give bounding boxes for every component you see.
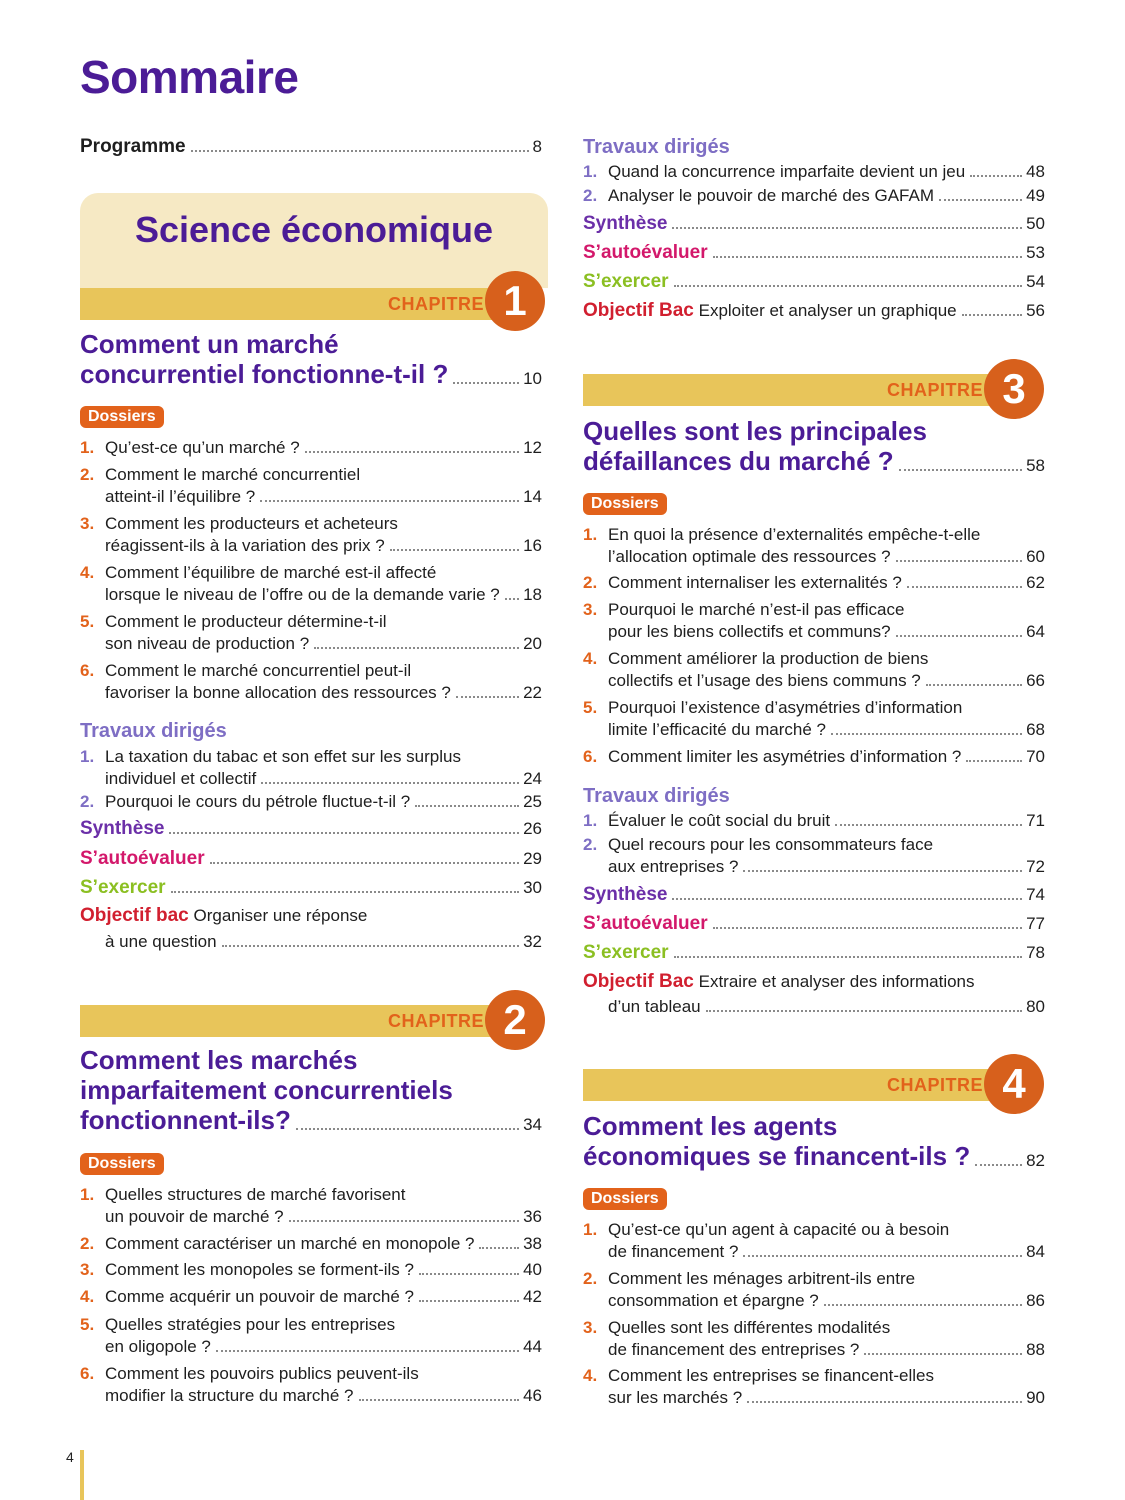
item-text: Comment améliorer la production de biens (608, 649, 929, 668)
page-number: 34 (523, 1115, 542, 1134)
td-heading: Travaux dirigés (583, 136, 730, 158)
item-number: 3. (80, 514, 95, 533)
item-number: 4. (583, 1366, 598, 1385)
autoevaluer-entry[interactable] (80, 848, 542, 869)
item-number: 2. (583, 1269, 598, 1288)
dot-leader (743, 870, 1022, 872)
page-number: 49 (1026, 186, 1045, 205)
autoevaluer-label: S’autoévaluer (583, 242, 708, 263)
page-number: 25 (523, 792, 542, 811)
toc-entry[interactable] (80, 1259, 542, 1280)
item-text: Comment caractériser un marché en monopole ? (105, 1234, 475, 1253)
page-number: 66 (1026, 671, 1045, 690)
chapter-title-line: défaillances du marché ? (583, 446, 894, 476)
item-text: l’allocation optimale des ressources ? (608, 547, 891, 566)
page-number: 60 (1026, 547, 1045, 566)
page-title: Sommaire (80, 51, 299, 103)
toc-entry[interactable] (80, 1336, 542, 1357)
item-number: 4. (80, 1287, 95, 1306)
item-text: réagissent-ils à la variation des prix ? (105, 536, 385, 555)
item-text: Qu’est-ce qu’un agent à capacité ou à besoin (608, 1220, 950, 1239)
dot-leader (966, 760, 1022, 762)
item-text: lorsque le niveau de l’offre ou de la demande varie ? (105, 585, 500, 604)
page-number: 42 (523, 1287, 542, 1306)
dot-leader (419, 1300, 519, 1302)
toc-entry[interactable] (583, 996, 1045, 1017)
autoevaluer-entry[interactable] (583, 913, 1045, 934)
page-number: 26 (523, 819, 542, 838)
item-text: Quel recours pour les consommateurs face (608, 835, 934, 854)
chapter-label: CHAPITRE (388, 294, 485, 314)
objectif-text: Extraire et analyser des informations (698, 972, 975, 991)
item-text: collectifs et l’usage des biens communs ? (608, 671, 921, 690)
item-number: 2. (583, 186, 598, 205)
toc-entry[interactable] (583, 185, 1045, 206)
exercer-entry[interactable] (583, 271, 1045, 292)
item-text: Qu’est-ce qu’un marché ? (105, 438, 300, 457)
exercer-label: S’exercer (80, 877, 166, 898)
page-number: 82 (1026, 1151, 1045, 1170)
dot-leader (831, 733, 1022, 735)
objectif-bac-heading (80, 905, 367, 927)
page-number: 20 (523, 634, 542, 653)
item-text: Comment les entreprises se financent-elles (608, 1366, 934, 1385)
page-number: 12 (523, 438, 542, 457)
objectif-text: Exploiter et analyser un graphique (698, 301, 957, 320)
dot-leader (864, 1353, 1022, 1355)
exercer-entry[interactable] (583, 942, 1045, 963)
dot-leader (305, 451, 519, 453)
chapter-title-entry[interactable] (80, 1105, 542, 1135)
page-number: 58 (1026, 456, 1045, 475)
toc-entry[interactable] (583, 1290, 1045, 1311)
toc-entry[interactable] (583, 1387, 1045, 1408)
item-number: 5. (80, 612, 95, 631)
item-text: Comment limiter les asymétries d’information ? (608, 747, 962, 766)
item-number: 1. (80, 747, 95, 766)
toc-entry[interactable] (80, 768, 542, 789)
item-text: Comme acquérir un pouvoir de marché ? (105, 1287, 414, 1306)
dot-leader (835, 824, 1022, 826)
page-number: 29 (523, 849, 542, 868)
dot-leader (216, 1350, 519, 1352)
item-number: 3. (583, 1318, 598, 1337)
chapter-title: Comment les agents (583, 1111, 838, 1141)
item-number: 2. (80, 792, 95, 811)
page-number: 22 (523, 683, 542, 702)
dot-leader (747, 1401, 1022, 1403)
programme-label: Programme (80, 136, 186, 157)
page-number: 48 (1026, 162, 1045, 181)
dossiers-badge: Dossiers (80, 406, 164, 428)
item-text: consommation et épargne ? (608, 1291, 819, 1310)
dot-leader (975, 1164, 1022, 1166)
chapter-number-badge: 3 (984, 359, 1044, 419)
dot-leader (314, 647, 519, 649)
programme-entry[interactable] (80, 136, 542, 157)
toc-entry[interactable] (80, 1385, 542, 1406)
page-number: 72 (1026, 857, 1045, 876)
item-text: de financement des entreprises ? (608, 1340, 860, 1359)
page-number: 64 (1026, 622, 1045, 641)
chapter-title: Comment un marché (80, 329, 339, 359)
dot-leader (453, 382, 519, 384)
dot-leader (296, 1128, 519, 1130)
page-number: 40 (523, 1260, 542, 1279)
dot-leader (713, 927, 1022, 929)
td-heading: Travaux dirigés (583, 785, 730, 807)
item-number: 3. (80, 1260, 95, 1279)
item-number: 6. (583, 747, 598, 766)
page-number: 16 (523, 536, 542, 555)
page-number: 8 (532, 137, 542, 156)
page-number: 90 (1026, 1388, 1045, 1407)
item-number: 6. (80, 661, 95, 680)
objectif-text: Organiser une réponse (193, 906, 368, 925)
dot-leader (896, 560, 1023, 562)
toc-entry[interactable] (80, 1206, 542, 1227)
item-text: Comment les pouvoirs publics peuvent-ils (105, 1364, 419, 1383)
page-number: 77 (1026, 914, 1045, 933)
autoevaluer-label: S’autoévaluer (80, 848, 205, 869)
item-text: d’un tableau (608, 997, 701, 1016)
dot-leader (706, 1010, 1022, 1012)
item-text: individuel et collectif (105, 769, 257, 788)
item-text: Analyser le pouvoir de marché des GAFAM (608, 186, 934, 205)
toc-entry[interactable] (583, 621, 1045, 642)
item-text: à une question (105, 932, 217, 951)
item-text: pour les biens collectifs et communs? (608, 622, 891, 641)
page-number: 38 (523, 1234, 542, 1253)
item-number: 5. (80, 1315, 95, 1334)
dot-leader (743, 1255, 1022, 1257)
item-text: Comment le marché concurrentiel peut-il (105, 661, 412, 680)
chapter-title: Quelles sont les principales (583, 416, 927, 446)
chapter-title-entry[interactable] (80, 359, 542, 389)
td-heading: Travaux dirigés (80, 720, 227, 742)
item-text: Comment les producteurs et acheteurs (105, 514, 398, 533)
dot-leader (261, 782, 519, 784)
page-number-footer: 4 (66, 1449, 74, 1465)
dot-leader (390, 549, 519, 551)
item-text: Comment le producteur détermine-t-il (105, 612, 387, 631)
item-number: 2. (583, 835, 598, 854)
toc-entry[interactable] (583, 161, 1045, 182)
exercer-entry[interactable] (80, 877, 542, 898)
page-number: 80 (1026, 997, 1045, 1016)
item-number: 1. (583, 162, 598, 181)
synthese-entry[interactable] (583, 884, 1045, 905)
dossiers-badge: Dossiers (583, 1188, 667, 1210)
item-number: 1. (583, 811, 598, 830)
dot-leader (896, 635, 1023, 637)
chapter-label: CHAPITRE (887, 380, 984, 400)
item-text: en oligopole ? (105, 1337, 211, 1356)
dot-leader (171, 891, 520, 893)
item-text: Quelles structures de marché favorisent (105, 1185, 406, 1204)
item-number: 6. (80, 1364, 95, 1383)
toc-entry[interactable] (583, 856, 1045, 877)
objectif-heading (583, 300, 957, 321)
dot-leader (505, 598, 519, 600)
item-text: un pouvoir de marché ? (105, 1207, 284, 1226)
item-text: Quelles sont les différentes modalités (608, 1318, 891, 1337)
page-number: 50 (1026, 214, 1045, 233)
toc-entry[interactable] (583, 746, 1045, 767)
page-number: 56 (1026, 301, 1045, 320)
item-text: Pourquoi le cours du pétrole fluctue-t-il ? (105, 792, 411, 811)
dot-leader (939, 199, 1022, 201)
page-number: 36 (523, 1207, 542, 1226)
toc-entry[interactable] (583, 1241, 1045, 1262)
dot-leader (169, 832, 519, 834)
item-text: Évaluer le coût social du bruit (608, 811, 831, 830)
exercer-label: S’exercer (583, 942, 669, 963)
page-number: 10 (523, 369, 542, 388)
page-number: 24 (523, 769, 542, 788)
item-text: Comment internaliser les externalités ? (608, 573, 902, 592)
item-number: 2. (80, 1234, 95, 1253)
item-text: Comment le marché concurrentiel (105, 465, 361, 484)
dot-leader (674, 956, 1023, 958)
toc-entry[interactable] (80, 486, 542, 507)
toc-entry[interactable] (80, 535, 542, 556)
chapter-title-line: fonctionnent-ils? (80, 1105, 291, 1135)
dot-leader (479, 1247, 519, 1249)
page-number: 86 (1026, 1291, 1045, 1310)
dot-leader (907, 586, 1022, 588)
toc-entry[interactable] (80, 1233, 542, 1254)
item-number: 4. (80, 563, 95, 582)
chapter-title-entry[interactable] (583, 446, 1045, 476)
page-number: 44 (523, 1337, 542, 1356)
page-number: 71 (1026, 811, 1045, 830)
dot-leader (289, 1220, 519, 1222)
item-text: Quand la concurrence imparfaite devient un jeu (608, 162, 966, 181)
item-text: En quoi la présence d’externalités empêche-t-elle (608, 525, 981, 544)
item-text: La taxation du tabac et son effet sur les surplus (105, 747, 461, 766)
autoevaluer-label: S’autoévaluer (583, 913, 708, 934)
chapter-title-line: économiques se financent-ils ? (583, 1141, 971, 1171)
item-text: favoriser la bonne allocation des ressources ? (105, 683, 451, 702)
item-number: 2. (80, 465, 95, 484)
footer-rule (80, 1450, 84, 1500)
synthese-entry[interactable] (583, 213, 1045, 234)
dot-leader (926, 684, 1022, 686)
toc-entry[interactable] (80, 1286, 542, 1307)
toc-entry[interactable] (80, 437, 542, 458)
item-number: 1. (583, 1220, 598, 1239)
page-number: 68 (1026, 720, 1045, 739)
dot-leader (191, 150, 529, 152)
synthese-label: Synthèse (583, 213, 668, 234)
dossiers-badge: Dossiers (80, 1153, 164, 1175)
toc-entry[interactable] (583, 670, 1045, 691)
toc-entry[interactable] (80, 791, 542, 812)
synthese-label: Synthèse (80, 818, 165, 839)
section-title: Science économique (134, 209, 494, 250)
dot-leader (359, 1399, 520, 1401)
objectif-label: Objectif Bac (583, 300, 694, 321)
objectif-label: Objectif Bac (583, 971, 694, 992)
dot-leader (962, 314, 1022, 316)
toc-entry[interactable] (583, 572, 1045, 593)
chapter-label: CHAPITRE (388, 1011, 485, 1031)
item-text: limite l’efficacité du marché ? (608, 720, 826, 739)
item-text: Comment l’équilibre de marché est-il affecté (105, 563, 437, 582)
page-number: 62 (1026, 573, 1045, 592)
chapter-title: imparfaitement concurrentiels (80, 1075, 453, 1105)
item-text: de financement ? (608, 1242, 739, 1261)
item-text: sur les marchés ? (608, 1388, 743, 1407)
page-number: 88 (1026, 1340, 1045, 1359)
item-text: atteint-il l’équilibre ? (105, 487, 256, 506)
page-number: 74 (1026, 885, 1045, 904)
item-text: Comment les monopoles se forment-ils ? (105, 1260, 414, 1279)
item-text: Pourquoi le marché n’est-il pas efficace (608, 600, 905, 619)
page-number: 46 (523, 1386, 542, 1405)
toc-entry[interactable] (583, 810, 1045, 831)
toc-entry[interactable] (80, 633, 542, 654)
synthese-label: Synthèse (583, 884, 668, 905)
item-text: son niveau de production ? (105, 634, 310, 653)
toc-entry[interactable] (80, 584, 542, 605)
item-number: 5. (583, 698, 598, 717)
dot-leader (222, 945, 520, 947)
chapter-title-line: concurrentiel fonctionne-t-il ? (80, 359, 449, 389)
item-number: 1. (80, 1185, 95, 1204)
dot-leader (210, 862, 519, 864)
page-number: 70 (1026, 747, 1045, 766)
page-number: 84 (1026, 1242, 1045, 1261)
chapter-title: Comment les marchés (80, 1045, 358, 1075)
item-number: 1. (583, 525, 598, 544)
dot-leader (970, 175, 1022, 177)
objectif-label: Objectif bac (80, 905, 189, 926)
dot-leader (824, 1304, 1022, 1306)
page-number: 18 (523, 585, 542, 604)
exercer-label: S’exercer (583, 271, 669, 292)
item-text: Quelles stratégies pour les entreprises (105, 1315, 396, 1334)
page-number: 78 (1026, 943, 1045, 962)
chapter-title-entry[interactable] (583, 1141, 1045, 1171)
toc-entry[interactable] (583, 1339, 1045, 1360)
page-number: 30 (523, 878, 542, 897)
chapter-number-badge: 4 (984, 1054, 1044, 1114)
toc-entry[interactable] (583, 719, 1045, 740)
toc-entry[interactable] (80, 931, 542, 952)
dot-leader (899, 469, 1022, 471)
autoevaluer-entry[interactable] (583, 242, 1045, 263)
chapter-number-badge: 1 (485, 271, 545, 331)
item-text: Comment les ménages arbitrent-ils entre (608, 1269, 916, 1288)
item-text: modifier la structure du marché ? (105, 1386, 354, 1405)
dot-leader (713, 256, 1022, 258)
page-number: 32 (523, 932, 542, 951)
dot-leader (419, 1273, 519, 1275)
dot-leader (415, 805, 519, 807)
dot-leader (672, 898, 1022, 900)
dossiers-badge: Dossiers (583, 493, 667, 515)
item-number: 4. (583, 649, 598, 668)
dot-leader (260, 500, 519, 502)
item-number: 2. (583, 573, 598, 592)
objectif-bac-heading (583, 971, 975, 993)
item-number: 3. (583, 600, 598, 619)
page-number: 54 (1026, 272, 1045, 291)
page-number: 14 (523, 487, 542, 506)
objectif-bac-entry[interactable] (583, 300, 1045, 321)
toc-entry[interactable] (583, 546, 1045, 567)
toc-entry[interactable] (80, 682, 542, 703)
synthese-entry[interactable] (80, 818, 542, 839)
item-number: 1. (80, 438, 95, 457)
page-number: 53 (1026, 243, 1045, 262)
item-text: aux entreprises ? (608, 857, 739, 876)
item-text: Pourquoi l’existence d’asymétries d’information (608, 698, 963, 717)
chapter-number-badge: 2 (485, 990, 545, 1050)
dot-leader (456, 696, 519, 698)
dot-leader (672, 227, 1022, 229)
section-header (80, 193, 548, 288)
chapter-label: CHAPITRE (887, 1075, 984, 1095)
dot-leader (674, 285, 1023, 287)
